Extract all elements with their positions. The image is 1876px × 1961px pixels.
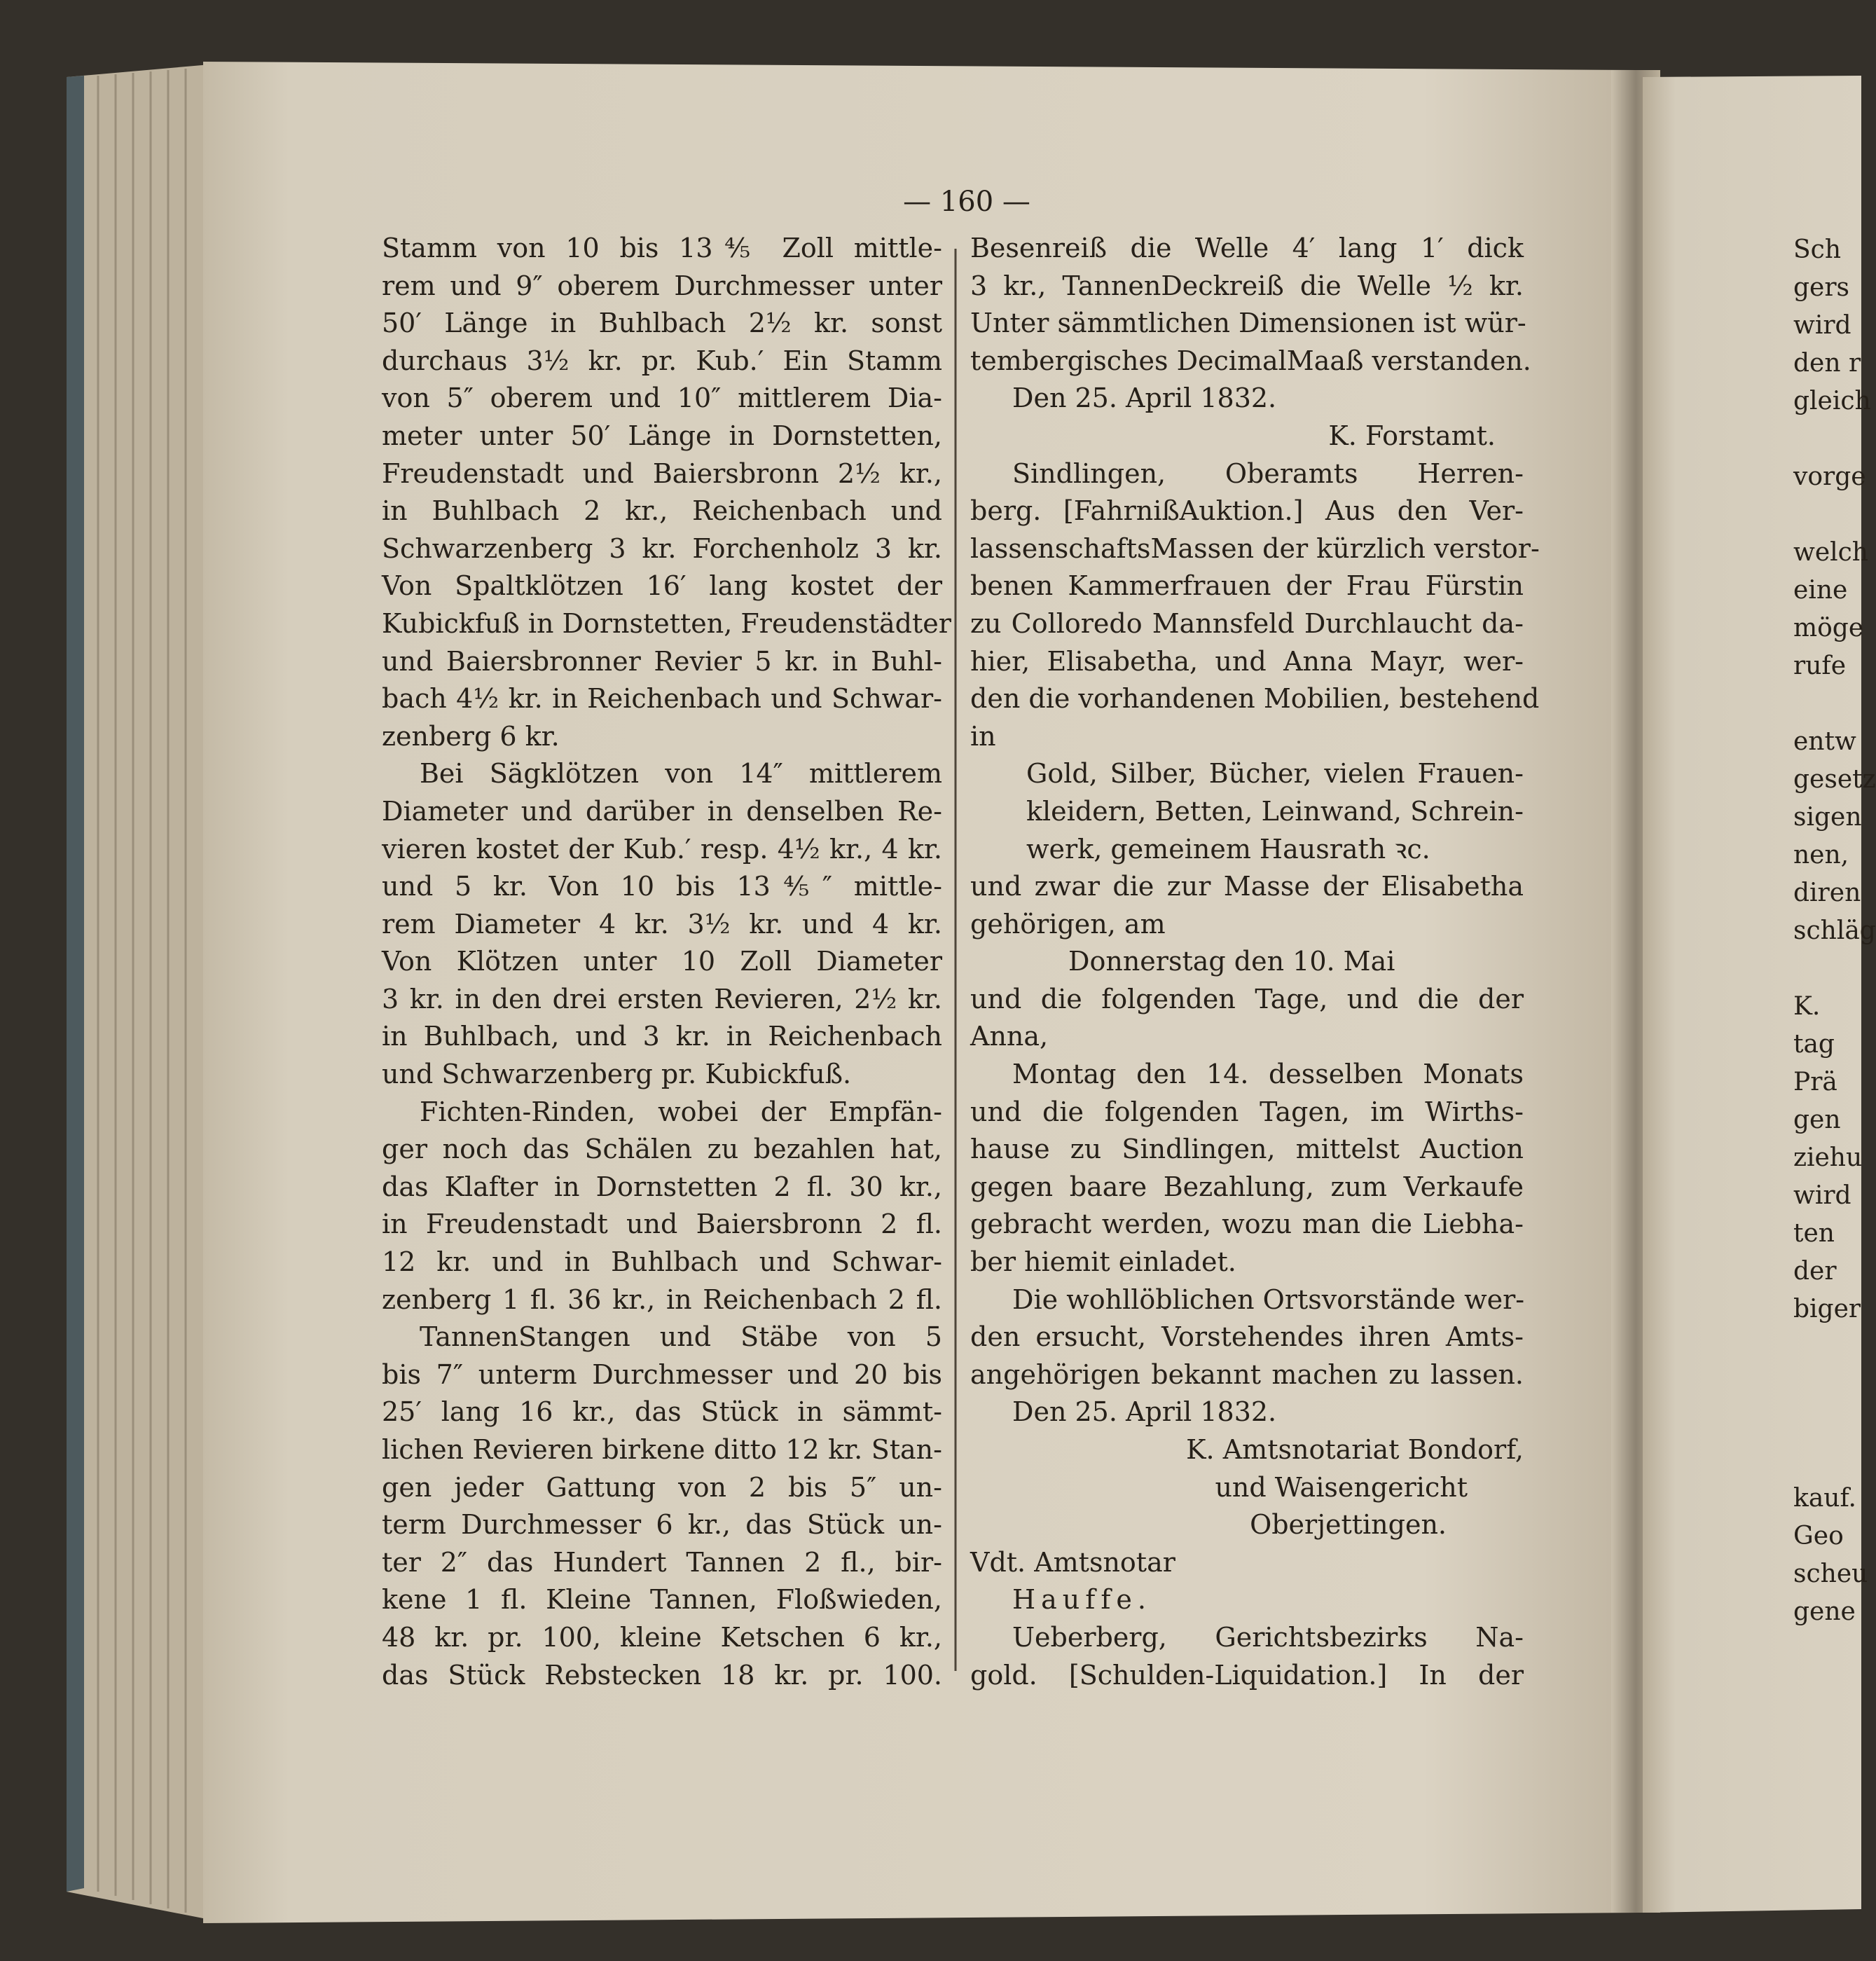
- edge-line: [1793, 1366, 1861, 1404]
- text-line: hause zu Sindlingen, mittelst Auction: [970, 1134, 1524, 1165]
- text-line: Diameter und darüber in denselben Re-: [382, 795, 942, 827]
- text-line: gen jeder Gattung von 2 bis 5″ un-: [382, 1471, 942, 1503]
- text-line: rem Diameter 4 kr. 3½ kr. und 4 kr.: [382, 908, 942, 940]
- text-line: bach 4½ kr. in Reichenbach und Schwar-: [382, 683, 942, 715]
- edge-line: den r: [1793, 349, 1861, 378]
- edge-line: schläg: [1793, 916, 1876, 945]
- text-line: und Schwarzenberg pr. Kubickfuß.: [382, 1059, 852, 1090]
- edge-line: biger: [1793, 1295, 1861, 1323]
- text-line: Unter sämmtlichen Dimensionen ist wür-: [970, 308, 1526, 339]
- page-number: — 160 —: [903, 186, 1030, 218]
- text-line: und Baiersbronner Revier 5 kr. in Buhl-: [382, 645, 942, 677]
- text-line: lichen Revieren birkene ditto 12 kr. Stan-: [382, 1434, 942, 1465]
- signature-line: Oberjettingen.: [1250, 1509, 1447, 1541]
- text-line: und die folgenden Tagen, im Wirths-: [970, 1096, 1524, 1127]
- edge-line: kauf.: [1793, 1484, 1856, 1513]
- edge-line: gen: [1793, 1106, 1841, 1134]
- text-line: das Stück Rebstecken 18 kr. pr. 100.: [382, 1659, 942, 1691]
- edge-line: [1793, 685, 1861, 723]
- text-line: Kubickfuß in Dornstetten, Freudenstädter: [382, 607, 951, 639]
- text-line: und 5 kr. Von 10 bis 13⅘″ mittle-: [382, 871, 942, 902]
- text-line: in Buhlbach 2 kr., Reichenbach und: [382, 495, 942, 527]
- edge-line: wird: [1793, 1181, 1851, 1210]
- text-line: Gold, Silber, Bücher, vielen Frauen-: [1026, 758, 1524, 790]
- text-line: term Durchmesser 6 kr., das Stück un-: [382, 1509, 942, 1541]
- signature-line: Vdt. Amtsnotar: [970, 1546, 1175, 1578]
- text-line: und zwar die zur Masse der Elisabetha: [970, 871, 1524, 902]
- text-line: Stamm von 10 bis 13⅘ Zoll mittle-: [382, 233, 942, 263]
- text-line: hier, Elisabetha, und Anna Mayr, wer-: [970, 645, 1524, 677]
- text-line: durchaus 3½ kr. pr. Kub.′ Ein Stamm: [382, 345, 942, 376]
- text-line: Sindlingen, Oberamts Herren-: [1012, 457, 1524, 489]
- edge-line: tag: [1793, 1030, 1835, 1059]
- edge-line: ten: [1793, 1219, 1835, 1248]
- text-line: kene 1 fl. Kleine Tannen, Floßwieden,: [382, 1584, 942, 1616]
- text-line: rem und 9″ oberem Durchmesser unter: [382, 270, 942, 301]
- edge-line: K.: [1793, 992, 1821, 1021]
- edge-line: [1793, 1404, 1861, 1442]
- text-line: Schwarzenberg 3 kr. Forchenholz 3 kr.: [382, 532, 942, 564]
- edge-line: eine: [1793, 576, 1848, 605]
- text-line: ber hiemit einladet.: [970, 1246, 1236, 1278]
- text-line: angehörigen bekannt machen zu lassen.: [970, 1358, 1524, 1390]
- edge-line: gers: [1793, 273, 1850, 302]
- edge-line: [1793, 496, 1861, 534]
- edge-line: gene: [1793, 1597, 1856, 1626]
- text-line: Besenreiß die Welle 4′ lang 1′ dick: [970, 233, 1524, 263]
- text-line: Fichten-Rinden, wobei der Empfän-: [420, 1096, 942, 1127]
- text-line: gebracht werden, wozu man die Liebha-: [970, 1209, 1524, 1240]
- text-line: Von Spaltklötzen 16′ lang kostet der: [382, 570, 942, 602]
- edge-line: Geo: [1793, 1522, 1844, 1550]
- text-line: benen Kammerfrauen der Frau Fürstin: [970, 570, 1524, 602]
- edge-line: [1793, 1328, 1861, 1366]
- edge-line: [1793, 420, 1861, 458]
- right-column: [970, 230, 1540, 1694]
- date-line: Den 25. April 1832.: [1012, 1396, 1277, 1428]
- text-line: in Buhlbach, und 3 kr. in Reichenbach: [382, 1021, 942, 1052]
- text-line: Donnerstag den 10. Mai: [1068, 946, 1395, 977]
- edge-line: gesetz: [1793, 765, 1876, 794]
- edge-line: möge: [1793, 614, 1864, 642]
- text-line: gegen baare Bezahlung, zum Verkaufe: [970, 1171, 1524, 1202]
- signature-line: Hauffe.: [1012, 1584, 1152, 1616]
- text-line: bis 7″ unterm Durchmesser und 20 bis: [382, 1358, 942, 1390]
- text-line: den die vorhandenen Mobilien, bestehend: [970, 683, 1540, 715]
- text-line: vieren kostet der Kub.′ resp. 4½ kr., 4 kr.: [382, 833, 942, 865]
- edge-line: gleich: [1793, 387, 1871, 415]
- text-line: werk, gemeinem Hausrath ꝛc.: [1026, 833, 1430, 865]
- edge-line: wird: [1793, 311, 1851, 340]
- signature-line: K. Forstamt.: [1328, 420, 1496, 451]
- next-page-edge-text: [1793, 231, 1876, 1631]
- text-line: 3 kr., TannenDeckreiß die Welle ½ kr.: [970, 270, 1524, 301]
- text-line: gehörigen, am: [970, 908, 1166, 940]
- text-line: zenberg 1 fl. 36 kr., in Reichenbach 2 fl.: [382, 1284, 942, 1315]
- text-line: in Freudenstadt und Baiersbronn 2 fl.: [382, 1209, 942, 1240]
- text-line: ter 2″ das Hundert Tannen 2 fl., bir-: [382, 1546, 942, 1578]
- text-line: und die folgenden Tage, und die der: [970, 983, 1524, 1014]
- date-line: Den 25. April 1832.: [1012, 383, 1277, 414]
- edge-line: [1793, 1442, 1861, 1480]
- text-line: Von Klötzen unter 10 Zoll Diameter: [382, 946, 942, 977]
- text-line: zenberg 6 kr.: [382, 720, 560, 752]
- edge-line: entw: [1793, 727, 1856, 756]
- edge-line: vorge: [1793, 462, 1866, 491]
- text-line: kleidern, Betten, Leinwand, Schrein-: [1026, 795, 1524, 827]
- text-line: Anna,: [970, 1021, 1049, 1052]
- edge-line: ziehu: [1793, 1143, 1863, 1172]
- edge-line: diren: [1793, 879, 1861, 907]
- text-line: Freudenstadt und Baiersbronn 2½ kr.,: [382, 457, 942, 489]
- edge-line: rufe: [1793, 652, 1847, 680]
- text-line: das Klafter in Dornstetten 2 fl. 30 kr.,: [382, 1171, 942, 1202]
- text-line: tembergisches DecimalMaaß verstanden.: [970, 345, 1531, 376]
- text-line: zu Colloredo Mannsfeld Durchlaucht da-: [970, 607, 1524, 639]
- edge-line: der: [1793, 1257, 1837, 1286]
- signature-line: und Waisengericht: [1215, 1471, 1468, 1503]
- edge-line: Prä: [1793, 1068, 1837, 1096]
- text-line: ger noch das Schälen zu bezahlen hat,: [382, 1134, 942, 1165]
- text-line: meter unter 50′ Länge in Dornstetten,: [382, 420, 942, 451]
- text-line: Bei Sägklötzen von 14″ mittlerem: [420, 758, 942, 790]
- text-line: in: [970, 720, 996, 752]
- text-line: berg. [FahrnißAuktion.] Aus den Ver-: [970, 495, 1524, 527]
- edge-line: nen,: [1793, 841, 1849, 869]
- text-line: gold. [Schulden-Liquidation.] In der: [970, 1659, 1524, 1691]
- text-line: den ersucht, Vorstehendes ihren Amts-: [970, 1321, 1524, 1353]
- edge-line: welch: [1793, 538, 1868, 567]
- text-line: 12 kr. und in Buhlbach und Schwar-: [382, 1246, 942, 1278]
- text-line: 25′ lang 16 kr., das Stück in sämmt-: [382, 1396, 942, 1428]
- text-line: lassenschaftsMassen der kürzlich verstor-: [970, 532, 1540, 564]
- text-line: Montag den 14. desselben Monats: [1012, 1059, 1524, 1090]
- text-line: 48 kr. pr. 100, kleine Ketschen 6 kr.,: [382, 1621, 942, 1653]
- text-line: von 5″ oberem und 10″ mittlerem Dia-: [382, 383, 942, 414]
- signature-line: K. Amtsnotariat Bondorf,: [1186, 1434, 1524, 1465]
- edge-line: Sch: [1793, 235, 1842, 264]
- text-line: TannenStangen und Stäbe von 5: [420, 1321, 942, 1353]
- text-line: 50′ Länge in Buhlbach 2½ kr. sonst: [382, 308, 942, 339]
- text-line: 3 kr. in den drei ersten Revieren, 2½ kr.: [382, 983, 942, 1014]
- edge-line: sigen: [1793, 803, 1862, 832]
- edge-line: scheu: [1793, 1560, 1868, 1588]
- text-line: Ueberberg, Gerichtsbezirks Na-: [1012, 1621, 1524, 1653]
- text-line: Die wohllöblichen Ortsvorstände wer-: [1012, 1284, 1525, 1315]
- edge-line: [1793, 950, 1861, 988]
- left-column: [382, 230, 951, 1694]
